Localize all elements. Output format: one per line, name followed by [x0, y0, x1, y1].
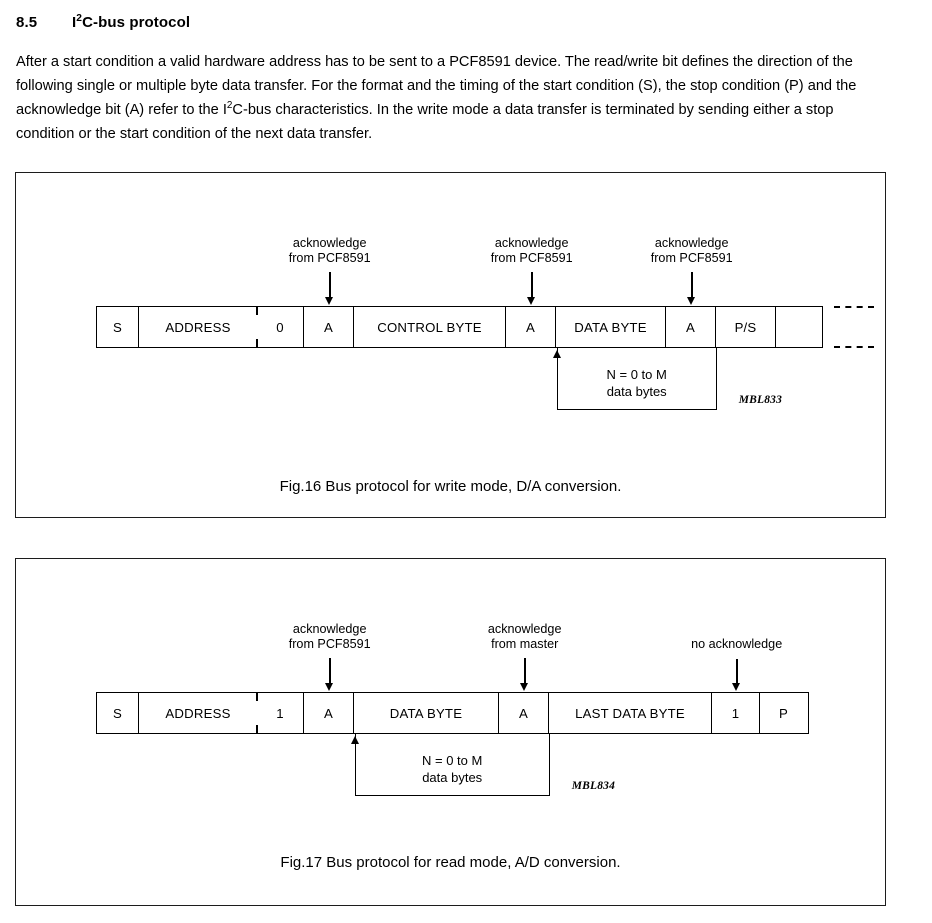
annotation-label	[691, 637, 782, 652]
arrow-shaft	[329, 272, 331, 297]
protocol-cell-label: A	[519, 705, 528, 721]
section-heading	[16, 14, 190, 31]
protocol-cell-label: S	[113, 705, 122, 721]
section-number: 8.5	[16, 14, 38, 31]
arrow-shaft	[736, 659, 738, 683]
paragraph-part-2: C-bus characteristics. In the write mode a data transfer is terminated by sending either a stop condition or the start condition of the next data transfer.	[16, 102, 834, 142]
protocol-cell-label: A	[324, 319, 333, 335]
annotation-line-1: acknowledge	[654, 236, 729, 250]
annotation-line-2: from PCF8591	[288, 251, 371, 265]
protocol-frame-row	[96, 306, 823, 348]
bracket-caption-line-1: N = 0 to M	[422, 753, 483, 768]
drawing-id-label: MBL834	[571, 780, 616, 792]
protocol-cell-label: P/S	[734, 319, 757, 335]
protocol-cell	[139, 693, 257, 733]
annotation-line-2: from master	[491, 637, 559, 651]
annotation-label	[651, 236, 733, 266]
annotation-line-1: acknowledge	[487, 622, 562, 636]
protocol-cell-label: 0	[276, 319, 284, 335]
data-bytes-bracket	[557, 348, 717, 410]
bracket-caption-line-2: data bytes	[422, 770, 483, 785]
figure-17-caption: Fig.17 Bus protocol for read mode, A/D conversion.	[280, 854, 621, 871]
protocol-cell-label: A	[324, 705, 333, 721]
figure-17-frame	[15, 558, 886, 906]
bracket-caption-line-1: N = 0 to M	[606, 367, 667, 382]
arrow-head	[527, 297, 535, 305]
arrow-head	[520, 683, 528, 691]
protocol-cell	[304, 307, 354, 347]
protocol-cell-label: DATA BYTE	[574, 319, 647, 335]
protocol-cell-label: ADDRESS	[165, 705, 231, 721]
protocol-cell-label: 1	[731, 705, 740, 721]
protocol-cell-label: S	[113, 319, 122, 335]
arrow-head	[325, 683, 333, 691]
section-title-pre: I	[72, 14, 77, 31]
protocol-cell	[139, 307, 257, 347]
figure-16-caption: Fig.16 Bus protocol for write mode, D/A conversion.	[279, 478, 622, 495]
arrow-head	[687, 297, 695, 305]
bracket-caption	[558, 366, 716, 400]
arrow-shaft	[531, 272, 533, 297]
protocol-cell	[549, 693, 712, 733]
paragraph-superscript: 2	[226, 100, 233, 112]
annotation-label	[491, 236, 573, 266]
bracket-caption	[356, 752, 549, 786]
arrow-head	[553, 350, 561, 358]
protocol-cell-label: A	[686, 319, 695, 335]
bracket-caption-line-2: data bytes	[606, 384, 667, 399]
protocol-cell	[506, 307, 556, 347]
protocol-cell	[760, 693, 807, 733]
arrow-shaft	[524, 658, 526, 683]
section-title-superscript: 2	[76, 13, 83, 24]
annotation-label	[289, 622, 371, 652]
protocol-cell	[304, 693, 354, 733]
protocol-cell	[257, 693, 304, 733]
figure-16-frame	[15, 172, 886, 518]
annotation-line-2: from PCF8591	[490, 251, 573, 265]
protocol-cell	[257, 307, 304, 347]
annotation-line-2: from PCF8591	[288, 637, 371, 651]
body-paragraph	[16, 50, 872, 146]
protocol-cell-label: 1	[276, 705, 284, 721]
protocol-cell	[97, 307, 139, 347]
protocol-cell-blank	[776, 307, 821, 347]
protocol-cell	[666, 307, 716, 347]
protocol-cell	[97, 693, 139, 733]
drawing-id-label: MBL833	[738, 394, 783, 406]
arrow-head	[351, 736, 359, 744]
protocol-cell	[354, 307, 506, 347]
dashed-continuation-line	[834, 346, 874, 348]
protocol-cell-label: DATA BYTE	[389, 705, 463, 721]
arrow-shaft	[329, 658, 331, 683]
annotation-line-1: acknowledge	[292, 622, 367, 636]
section-title-post: C-bus protocol	[82, 14, 191, 31]
protocol-frame-row	[96, 692, 809, 734]
annotation-label	[289, 236, 371, 266]
protocol-cell	[556, 307, 666, 347]
annotation-line-1: no acknowledge	[691, 637, 783, 651]
protocol-cell	[716, 307, 776, 347]
protocol-cell-label: P	[779, 705, 788, 721]
annotation-line-1: acknowledge	[292, 236, 367, 250]
dashed-continuation-line	[834, 306, 874, 308]
protocol-cell	[354, 693, 499, 733]
protocol-cell-label: CONTROL BYTE	[377, 319, 482, 335]
arrow-head	[325, 297, 333, 305]
protocol-cell-label: ADDRESS	[165, 319, 231, 335]
protocol-cell	[499, 693, 549, 733]
annotation-line-2: from PCF8591	[650, 251, 733, 265]
protocol-cell-label: LAST DATA BYTE	[575, 705, 685, 721]
protocol-cell-label: A	[526, 319, 535, 335]
annotation-line-1: acknowledge	[494, 236, 569, 250]
protocol-cell	[712, 693, 760, 733]
arrow-head	[732, 683, 740, 691]
arrow-shaft	[691, 272, 693, 297]
data-bytes-bracket	[355, 734, 550, 796]
paragraph-part-1: After a start condition a valid hardware address has to be sent to a PCF8591 device. The read/write bit defines the direction of the following single or multiple byte data transfer. For the format and the timing of the start condition (S), the stop condition (P) and the acknowledge bit (A) refer to the I	[16, 54, 857, 118]
annotation-label	[488, 622, 562, 652]
